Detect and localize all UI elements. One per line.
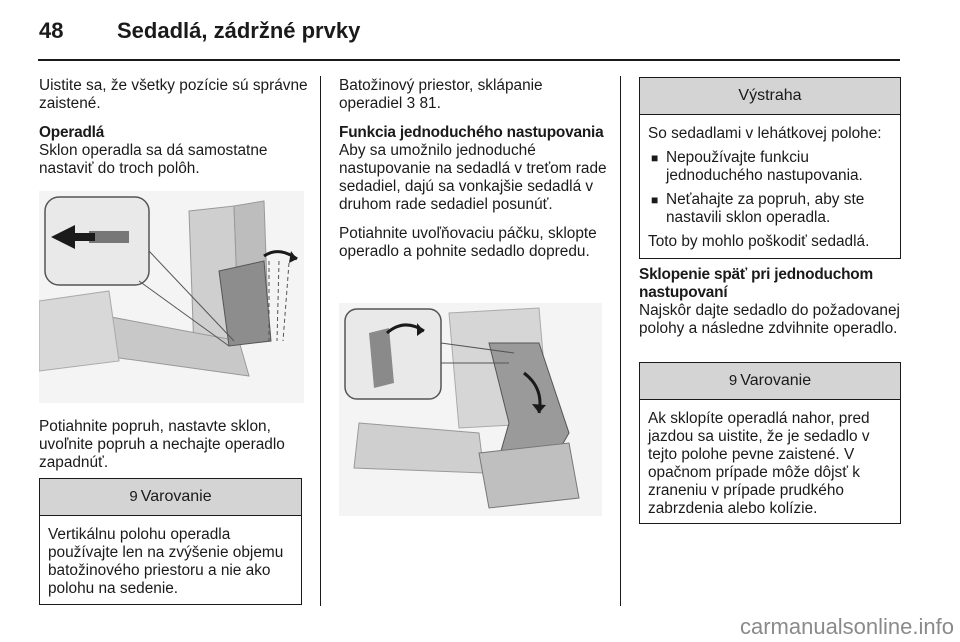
bullet-icon: ■ [651,151,659,165]
caution-intro: So sedadlami v lehátkovej polohe: [648,125,882,142]
warning-box [39,478,302,605]
warning-box [639,362,901,524]
page-number: 48 [39,18,64,43]
fold-back-section [639,266,901,349]
caption-text: Potiahnite popruh, nastavte sklon, uvoľnite popruh a nechajte operadlo zapadnúť. [39,418,285,471]
column-left [39,77,309,189]
column-divider [620,76,621,606]
caution-box [639,77,901,259]
warning-title: Varovanie [740,372,812,389]
warning-header [40,479,301,516]
easy-entry-illustration [339,303,602,516]
warning-icon: 9 [129,488,138,505]
column-middle [339,77,609,272]
caution-bullet-text: Nepoužívajte funkciu jednoduchého nastupovania. [666,149,863,184]
watermark: carmanualsonline.info [739,614,954,639]
arrow-icon: 3 [406,95,416,112]
seat-recline-illustration [39,191,304,403]
easy-entry-text: Aby sa umožnilo jednoduché nastupovanie na sedadlá v treťom rade sedadiel, dajú sa vonkajšie sedadlá v druhom rade sedadiel posunúť. [339,142,607,213]
header-rule [38,59,900,61]
warning-title: Varovanie [140,488,212,505]
column-divider [320,76,321,606]
bullet-icon: ■ [651,193,659,207]
caution-bullet [648,149,892,185]
caution-bullet-text: Neťahajte za popruh, aby ste nastavili sklon operadla. [666,191,865,226]
intro-text: Uistite sa, že všetky pozície sú správne zaistené. [39,77,308,112]
heading-fold-back: Sklopenie späť pri jednoduchom nastupovaní [639,266,873,301]
reference-text: Batožinový priestor, sklápanie operadiel [339,77,543,112]
heading-operadla: Operadlá [39,124,105,141]
caution-bullet [648,191,892,227]
warning-text: Ak sklopíte operadlá nahor, pred jazdou sa uistite, že je sedadlo v tejto polohe pevne zaistené. V opačnom prípade môže dôjsť k zraneniu v prípade prudkého zabrzdenia alebo kolízie. [648,410,870,517]
reference-line [339,77,609,113]
warning-header [640,363,900,400]
warning-icon: 9 [728,372,738,389]
caution-header: Výstraha [640,78,900,115]
fold-back-text: Najskôr dajte sedadlo do požadovanej polohy a následne zdvihnite operadlo. [639,302,900,337]
reference-page: 81. [419,95,441,112]
caution-outro: Toto by mohlo poškodiť sedadlá. [648,233,870,250]
heading-easy-entry: Funkcia jednoduchého nastupovania [339,124,604,141]
caption-block [39,418,309,483]
page-title: Sedadlá, zádržné prvky [117,18,361,43]
operadla-text: Sklon operadla sa dá samostatne nastaviť do troch polôh. [39,142,268,177]
easy-entry-instructions: Potiahnite uvoľňovaciu páčku, sklopte operadlo a pohnite sedadlo dopredu. [339,225,597,260]
warning-text: Vertikálnu polohu operadla používajte len na zvýšenie objemu batožinového priestoru a nie ako polohu na sedenie. [48,526,284,597]
